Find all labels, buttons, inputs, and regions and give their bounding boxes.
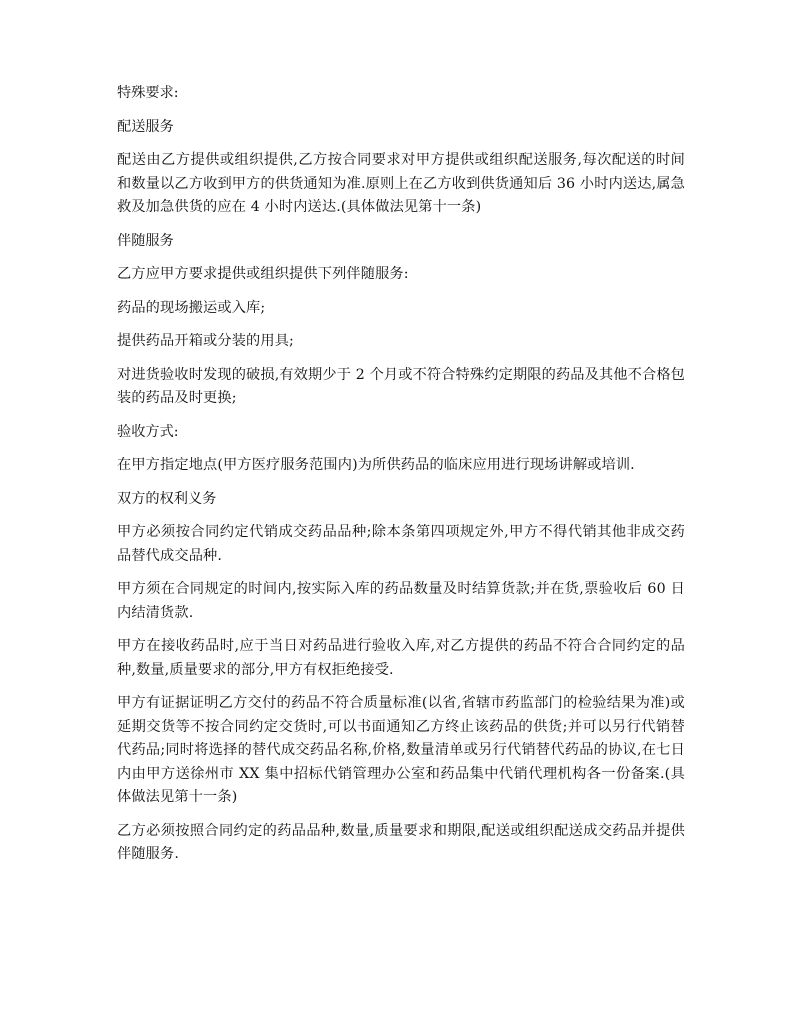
paragraph-onsite-handling: 药品的现场搬运或入库; [117,299,266,316]
heading-rights-obligations: 双方的权利义务 [117,490,217,507]
paragraph-party-b-delivery: 乙方必须按照合同约定的药品品种,数量,质量要求和期限,配送或组织配送成交药品并提供伴随服务. [117,822,685,862]
paragraph-training: 在甲方指定地点(甲方医疗服务范围内)为所供药品的临床应用进行现场讲解或培训. [117,457,635,473]
heading-delivery-service: 配送服务 [117,118,174,135]
paragraph-unpacking-tools: 提供药品开箱或分装的用具; [117,333,294,349]
document-page [117,82,685,877]
paragraph-replacement: 对进货验收时发现的破损,有效期少于 2 个月或不符合特殊约定期限的药品及其他不合格包装的药品及时更换; [117,366,685,406]
paragraph-delivery: 配送由乙方提供或组织提供,乙方按合同要求对甲方提供或组织配送服务,每次配送的时间和数量以乙方收到甲方的供货通知为准.原则上在乙方收到供货通知后 36 小时内送达,属急救及加急供货的应在 4 小时内送达.(具体做法见第十一条) [117,152,685,215]
paragraph-party-a-varieties: 甲方必须按合同约定代销成交药品品种;除本条第四项规定外,甲方不得代销其他非成交药品替代成交品种. [117,524,685,564]
heading-acceptance-method: 验收方式: [117,423,179,440]
paragraph-party-a-termination: 甲方有证据证明乙方交付的药品不符合质量标准(以省,省辖市药监部门的检验结果为准)或延期交货等不按合同约定交货时,可以书面通知乙方终止该药品的供货;并可以另行代销替代药品;同时将选择的替代成交药品名称,价格,数量清单或另行代销替代药品的协议,在七日内由甲方送徐州市 XX 集中招标代销管理办公室和药品集中代销代理机构各一份备案.(具体做法见第十一条) [117,695,685,805]
paragraph-accompanying-intro: 乙方应甲方要求提供或组织提供下列伴随服务: [117,266,409,282]
heading-accompanying-service: 伴随服务 [117,232,174,249]
paragraph-party-a-inspection: 甲方在接收药品时,应于当日对药品进行验收入库,对乙方提供的药品不符合合同约定的品种,数量,质量要求的部分,甲方有权拒绝接受. [117,638,685,678]
paragraph-party-a-payment: 甲方须在合同规定的时间内,按实际入库的药品数量及时结算货款;并在货,票验收后 60 日内结清货款. [117,581,685,621]
heading-special-requirements: 特殊要求: [117,85,179,101]
